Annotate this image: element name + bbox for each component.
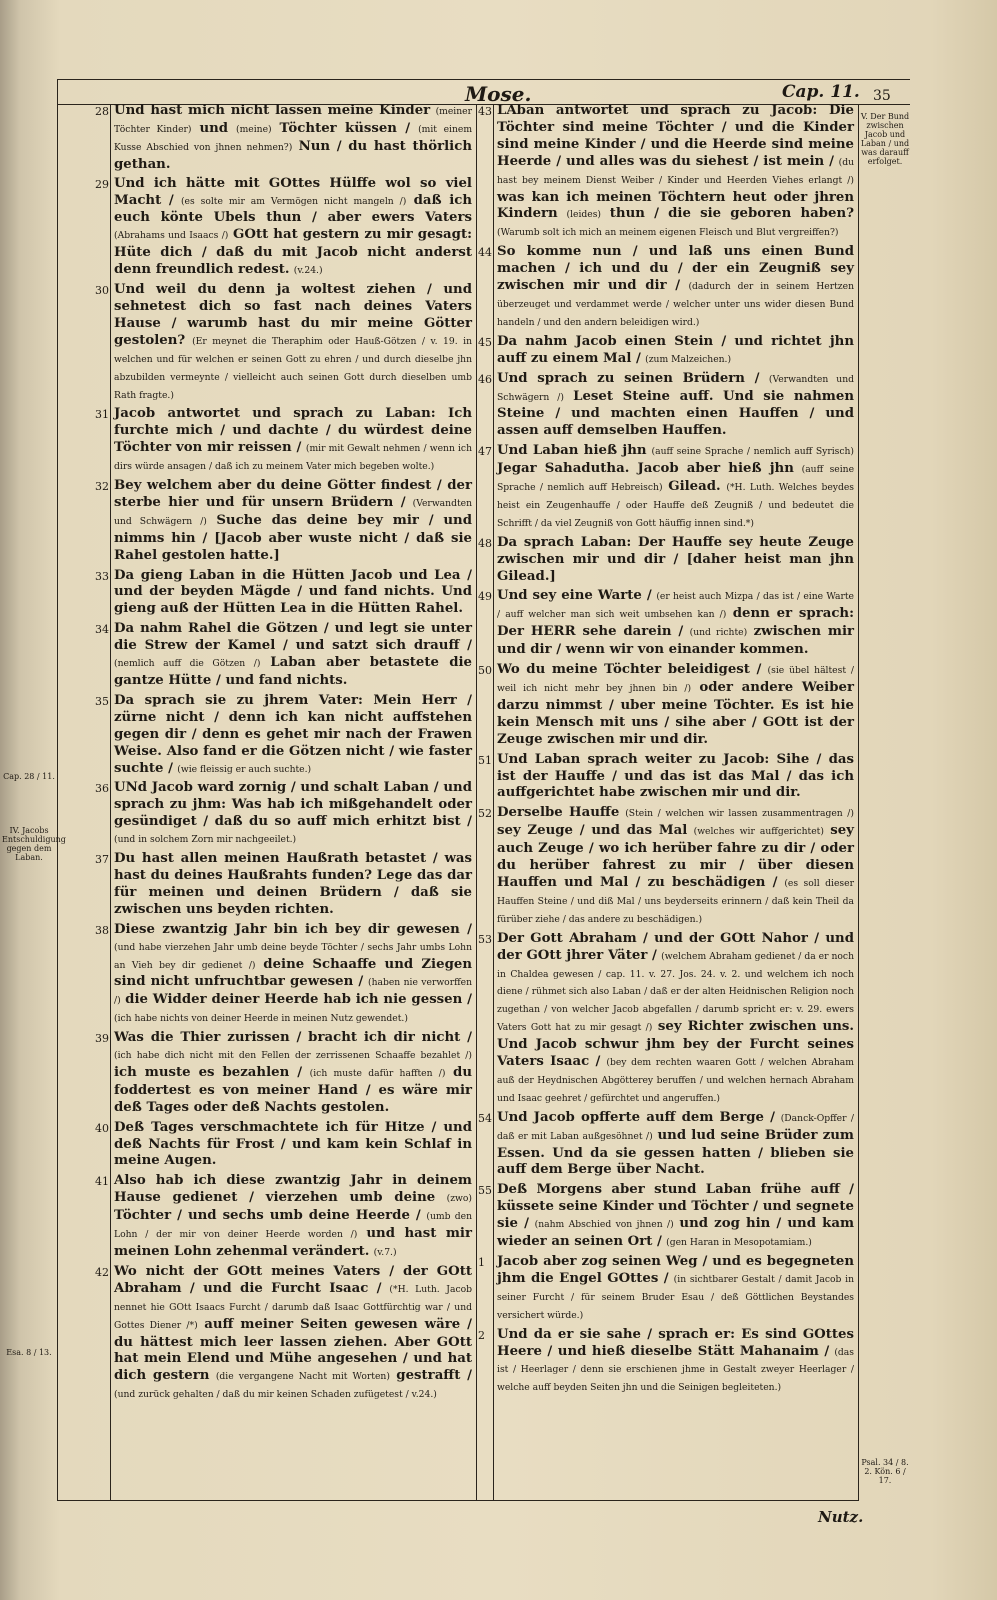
verse-gloss: (mir mit Gewalt nehmen / wenn ich dirs würde ansagen / daß ich zu meinem Vater mich begeben wolte.) [114,443,472,473]
right-text-column [478,103,855,1498]
verse [478,534,854,587]
verse-text: Was die Thier zurissen / bracht ich dir nicht / [114,1030,472,1046]
verse [478,443,855,533]
verse [95,621,472,691]
verse-number: 30 [95,284,109,298]
verse-text: Deß Morgens aber stund Laban frühe auff / küssete seine Kinder und Töchter / und segnete sie / [497,1182,854,1232]
verse-text: sey auch Zeuge / wo ich herüber fahre zu dir / oder du herüber fahrest zu mir / über diesen Hauffen und Mal / zu beschädigen / [497,823,854,890]
verse-gloss: (mit einem Kusse Abschied von jhnen nehmen?) [114,123,473,153]
verse-number: 50 [478,664,492,678]
verse-gloss: (du hast bey meinem Dienst Weiber / Kinder und Heerden Viehes erlangt /) [497,156,854,186]
verse-number: 52 [478,807,492,821]
verse-gloss: (Verwandten und Schwägern /) [497,373,854,403]
verse [478,1254,854,1325]
verse-text: ich muste es bezahlen / [114,1064,303,1080]
verse [478,1326,854,1398]
verse-text: Und weil du denn ja woltest ziehen / und sehnetest dich so fast nach deines Vaters Hause / warumb hast du mir meine Götter gestolen? [114,282,472,348]
verse-text: die Widder deiner Heerde hab ich nie gessen / [125,992,472,1008]
verse-gloss: (Abrahams und Isaacs /) [114,230,229,242]
page-number: 35 [873,88,891,104]
verse-text: du foddertest es von meiner Hand / es wäre mir deß Tages oder deß Nachts gestolen. [114,1064,473,1115]
verse-gloss: (leides) [566,209,602,221]
verse [478,662,854,750]
verse-text: und lud seine Brüder zum Essen. Und da sie gessen hatten / blieben sie auff dem Berge über Nacht. [497,1127,854,1178]
verse-number: 33 [95,569,109,583]
verse-number: 39 [95,1032,109,1046]
verse-number: 32 [95,480,109,494]
verse-text: zwischen mir und dir / wenn wir von einander kommen. [497,624,854,658]
verse-number: 40 [95,1121,109,1135]
verse-gloss: (v.24.) [293,265,323,277]
verse-text: Wo du meine Töchter beleidigest / [497,662,762,678]
verse [95,921,472,1028]
frame-right [858,104,859,1501]
verse-text: Deß Tages verschmachtete ich für Hitze / und deß Nachts für Frost / und kam kein Schlaf in meine Augen. [114,1119,472,1169]
verse-gloss: (haben nie verworffen /) [114,977,472,1007]
verse-text: Leset Steine auff. Und sie nahmen Steine / und machten einen Hauffen / und assen auff demselben Hauffen. [497,388,854,439]
verse-number: 48 [478,536,492,550]
verse [478,370,854,442]
margin-ref-esa: Esa. 8 / 13. [6,1348,52,1357]
verse-text: denn er sprach: Der HERR sehe darein / [497,606,854,640]
verse-gloss: (wie fleissig er auch suchte.) [177,763,312,775]
verse-text: Und sprach zu seinen Brüdern / [497,370,760,386]
verse-gloss: (*H. Luth. Welches beydes heist ein Zeugenhauffe / oder Hauffe deß Zeugniß / und bedeutet die Schrifft / da viel Zeugniß von Gott häuffig innen sind.*) [497,482,854,529]
verse-gloss: (Stein / welchen wir lassen zusammentragen /) [625,808,854,820]
verse-number: 43 [478,105,492,118]
verse-text: thun / die sie geboren haben? [609,206,854,222]
verse-text: Der Gott Abraham / und der GOtt Nahor / und der GOtt jhrer Väter / [497,930,854,963]
margin-note-excuse: IV. Jacobs Entschuldigung gegen dem Laban. [2,826,66,862]
verse-text: Bey welchem aber du deine Götter findest / der sterbe hier und für unsern Brüdern / [114,478,472,510]
verse-gloss: (Verwandten und Schwägern /) [114,497,472,527]
verse-gloss: (die vergangene Nacht mit Worten) [215,1371,390,1383]
verse-text: und [199,120,229,136]
verse-text: Jacob antwortet und sprach zu Laban: Ich furchte mich / und dachte / du würdest deine Töchter von mir reissen / [114,406,472,456]
verse-text: sey Richter zwischen uns. Und Jacob schwur jhm bey der Furcht seines Vaters Isaac / [497,1019,854,1070]
verse-text: Da nahm Rahel die Götzen / und legt sie unter die Strew der Kamel / und satzt sich drauff / [114,621,472,654]
margin-ref-gen28: Cap. 28 / 11. [3,772,55,781]
verse [478,1109,855,1181]
verse-gloss: (auff seine Sprache / nemlich auff Syrisch) [651,446,855,458]
verse-number: 51 [478,753,492,767]
verse-text: Da gieng Laban in die Hütten Jacob und Lea / und der beyden Mägde / und fand nichts. Und gieng auß der Hütten Lea in die Hütten Rahel. [114,567,472,617]
verse-gloss: (und habe vierzehen Jahr umb deine beyde Töchter / sechs Jahr umbs Lohn an Vieh bey dir gedienet /) [114,941,472,971]
verse-number: 49 [478,590,492,604]
verse [95,175,473,280]
verse [478,1182,855,1252]
margin-ref-psalm: Psal. 34 / 8. 2. Kön. 6 / 17. [861,1458,909,1485]
verse-number: 45 [478,335,492,349]
chapter-label: Cap. 11. [782,82,860,102]
verse [95,478,473,566]
verse [95,567,472,620]
verse-gloss: (und richte) [689,627,748,639]
verse [478,588,854,660]
verse [95,692,472,779]
verse-text: sey Zeuge / und das Mal [497,823,688,839]
verse-number: 46 [478,372,492,386]
verse-text: und zog hin / und kam wieder an seinen Ort / [497,1216,855,1250]
verse-text: LAban antwortet und sprach zu Jacob: Die Töchter sind meine Töchter / und die Kinder sind meine Kinder / und die Heerde sind meine Heerde / und alles was du siehest / ist mein / [497,103,854,169]
verse-text: Da sprach sie zu jhrem Vater: Mein Herr / zürne nicht / denn ich kan nicht auffstehen gegen dir / denn es gehet mir nach der Frawen Weise. Also fand er die Götzen nicht / wie faster suchte / [114,692,472,776]
verse-text: Und Jacob opfferte auff dem Berge / [497,1109,775,1125]
verse-number: 53 [478,932,492,946]
frame-left [57,79,58,1501]
verse-number: 34 [95,623,109,637]
verse-number: 54 [478,1111,492,1125]
verse-gloss: (es solte mir am Vermögen nicht mangeln /) [180,195,407,207]
verse [95,406,472,476]
verse-text: Töchter / und sechs umb deine Heerde / [114,1208,421,1224]
verse-number: 42 [95,1265,109,1279]
verse [478,244,854,332]
verse-gloss: (welchem Abraham gedienet / da er noch in Chaldea gewesen / cap. 11. v. 27. Jos. 24. v. 2. und welchem ich noch diene / rühmet sich also Laban / daß er der alten Heidnischen Religion noch zugethan / von welcher Jacob abgefallen / darumb spricht er: v. 29. ewers Vaters Gott hat zu mir gesagt /) [497,950,854,1034]
verse-text: Töchter küssen / [279,120,411,136]
verse-gloss: (meiner Töchter Kinder) [114,106,472,135]
verse-gloss: (sie übel hältest / weil ich nicht mehr bey jhnen bin /) [497,665,854,694]
verse-number: 47 [478,445,492,459]
column-divider [476,104,477,1501]
verse-gloss: (bey dem rechten waaren Gott / welchen Abraham auß der Heydnischen Abgötterey beruffen / und welchen hernach Abraham und Isaac geehret / gefürchtet und angeruffen.) [497,1057,854,1104]
verse [95,1263,473,1404]
verse-number: 35 [95,694,109,708]
verse-text: oder andere Weiber darzu nimmst / uber meine Töchter. Es ist hie kein Mensch mit uns / sihe aber / GOtt ist der Zeuge zwischen mir und dir. [497,680,854,747]
verse-text: Da sprach Laban: Der Hauffe sey heute Zeuge zwischen mir und dir / [daher heist man jhn Gilead.] [497,534,854,584]
verse-gloss: (auff seine Sprache / nemlich auff Hebreisch) [497,464,855,494]
verse-text: UNd Jacob ward zornig / und schalt Laban / und sprach zu jhm: Was hab ich mißgehandelt oder gesündiget / daß du so auff mich erhitzt bist / [114,780,472,830]
verse-gloss: (zum Malzeichen.) [645,353,732,365]
verse-text: auff meiner Seiten gewesen wäre / du hättest mich leer lassen ziehen. Aber GOtt hat mein Elend und Mühe angesehen / und hat dich gestern [114,1316,472,1384]
verse-text: GOtt hat gestern zu mir gesagt: Hüte dich / daß du mit Jacob nicht anderst denn freundlich redest. [114,227,472,278]
verse [95,282,473,404]
verse-gloss: (umb den Lohn / der mir von deiner Heerde worden /) [114,1211,472,1241]
verse-text: Und hast mich nicht lassen meine Kinder [114,103,431,118]
verse-gloss: (v.7.) [373,1247,397,1258]
verse-gloss: (welches wir auffgerichtet) [693,826,824,838]
verse-number: 41 [95,1175,109,1189]
verse-number: 31 [95,408,109,422]
verse-text: Suche das deine bey mir / und nimms hin / [Jacob aber wuste nicht / daß sie Rahel gestolen hatte.] [114,512,473,563]
verse-text: So komme nun / und laß uns einen Bund machen / ich und du / der ein Zeugniß sey zwischen mir und dir / [497,244,854,294]
margin-note-covenant: V. Der Bund zwischen Jacob und Laban / und was darauff erfolget. [860,112,910,166]
verse-text: Und sey eine Warte / [497,588,652,604]
verse [95,1173,473,1262]
verse-text: Derselbe Hauffe [497,805,620,821]
verse [95,1030,473,1118]
verse-number: 28 [95,105,109,118]
footer-rule [57,1500,858,1501]
verse-gloss: (nahm Abschied von jhnen /) [534,1219,674,1231]
verse-number: 37 [95,853,109,867]
verse [478,333,854,369]
verse-number: 38 [95,923,109,937]
verse-gloss: (Warumb solt ich mich an meinem eigenen Fleisch und Blut vergreiffen?) [497,227,839,239]
verse-number: 36 [95,782,109,796]
verse-gloss: (und zurück gehalten / daß du mir keinen Schaden zufügetest / v.24.) [114,1389,437,1401]
verse-gloss: (in sichtbarer Gestalt / damit Jacob in seiner Furcht / für seinem Bruder Esau / deß Göttlichen Beystandes versichert würde.) [497,1273,854,1321]
verse-text: Du hast allen meinen Haußrath betastet / was hast du deines Haußrahts funden? Lege das dar für meinen und deinen Brüdern / daß sie zwischen uns beyden richten. [114,851,472,917]
verse-number: 55 [478,1184,492,1198]
verse [95,103,473,174]
verse-gloss: (ich habe dich nicht mit den Fellen der zerrissenen Schaaffe bezahlet /) [114,1050,472,1062]
left-text-column [95,103,473,1498]
verse-gloss: (es soll dieser Hauffen Steine / und diß Mal / uns beyderseits erinnern / daß kein Theil da fürüber ziehe / das andere zu beschädigen.) [497,877,854,925]
verse-number: 2 [478,1328,485,1342]
verse-text: Also hab ich diese zwantzig Jahr in deinem Hause gedienet / vierzehen umb deine [114,1173,472,1206]
verse [478,751,854,804]
running-title: Mose. [465,82,532,106]
verse-gloss: (das ist / Heerlager / denn sie erschienen jhme in Gestalt zweyer Heerlager / welche auff beyden Seiten jhn und die Seinigen begleiteten.) [497,1346,854,1394]
verse [95,851,472,920]
verse-gloss: (und in solchem Zorn mir nachgeeilet.) [114,834,297,846]
verse [478,930,854,1108]
verse-gloss: (zwo) [446,1193,473,1205]
verse-number: 29 [95,177,109,191]
verse-text: daß ich euch könte Ubels thun / aber ewers Vaters [114,192,473,226]
verse [478,103,854,242]
verse-text: Gilead. [668,479,721,495]
verse-number: 44 [478,246,492,260]
verse-num-divider-left [110,104,111,1501]
verse-text: Und ich hätte mit GOttes Hülffe wol so viel Macht / [114,175,472,208]
verse-text: was kan ich meinen Töchtern heut oder jhren Kindern [497,189,854,222]
verse-text: Jegar Sahadutha. Jacob aber hieß jhn [497,461,794,477]
verse-text: Und Laban hieß jhn [497,443,647,459]
verse-text: gestrafft / [396,1368,472,1384]
verse-gloss: (dadurch der in seinem Hertzen überzeuget und verdammet werde / welcher unter uns wider diesen Bund handeln / und den andern beleidigen wird.) [497,281,854,328]
verse-text: Laban aber betastete die gantze Hütte / und fand nichts. [114,655,472,688]
verse-text: und hast mir meinen Lohn zehenmal verändert. [114,1226,472,1259]
verse-number: 1 [478,1256,485,1269]
header-rule-top [57,79,910,80]
verse-text: Da nahm Jacob einen Stein / und richtet jhn auff zu einem Mal / [497,333,854,366]
catchword: Nutz. [818,1508,864,1526]
verse-gloss: (Er meynet die Theraphim oder Hauß-Götzen / v. 19. in welchen und für welchen er seinen Gott zu ehren / und durch dieselbe jhn abzubilden vermeynte / vielleicht auch seinen Gott durch dieselben umb Rath fragte.) [114,335,473,401]
verse-gloss: (gen Haran in Mesopotamiam.) [666,1237,812,1249]
verse [95,780,472,849]
verse-text: Diese zwantzig Jahr bin ich bey dir gewesen / [114,921,472,937]
verse-text: deine Schaaffe und Ziegen sind nicht unfruchtbar gewesen / [114,956,472,990]
verse-gloss: (Danck-Opffer / daß er mit Laban außgesöhnet /) [497,1112,855,1142]
verse-gloss: (ich habe nichts von deiner Heerde in meinen Nutz gewendet.) [114,1013,408,1025]
verse-text: Und Laban sprach weiter zu Jacob: Sihe / das ist der Hauffe / und das ist das Mal / das ich auffgerichtet habe zwischen mir und dir. [497,751,854,801]
verse-text: Und da er sie sahe / sprach er: Es sind GOttes Heere / und hieß dieselbe Stätt Mahanaim / [497,1326,854,1359]
verse-gloss: (nemlich auff die Götzen /) [114,658,261,670]
verse-gloss: (ich muste dafür hafften /) [309,1067,446,1079]
verse [95,1119,472,1172]
verse-text: Jacob aber zog seinen Weg / und es begegneten jhm die Engel GOttes / [497,1254,854,1286]
verse-gloss: (meine) [236,123,272,135]
verse-text: Nun / du hast thörlich gethan. [114,138,473,172]
verse-gloss: (er heist auch Mizpa / das ist / eine Warte / auff welcher man sich weit umbsehen kan /) [497,591,854,621]
verse-num-divider-right [493,104,494,1501]
verse [478,805,854,928]
verse-text: Wo nicht der GOtt meines Vaters / der GOtt Abraham / und die Furcht Isaac / [114,1263,472,1296]
verse-gloss: (*H. Luth. Jacob nennet hie GOtt Isaacs Furcht / darumb daß Isaac Gottfürchtig war / und Gottes Diener /*) [114,1283,473,1331]
